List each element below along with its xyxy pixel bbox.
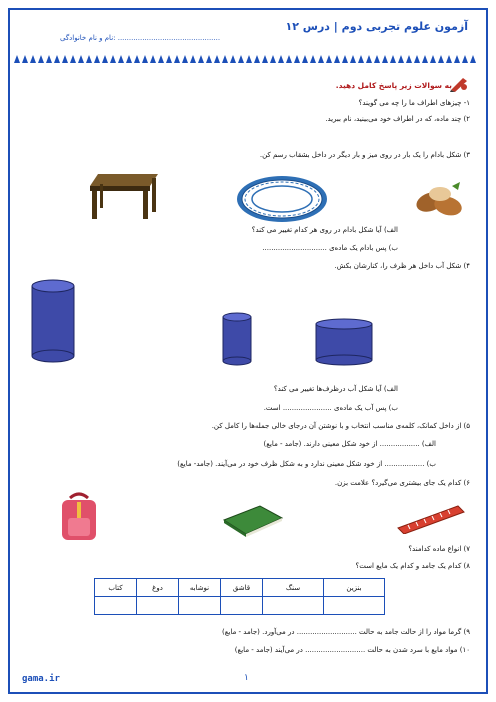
triangle-mark <box>318 55 324 63</box>
triangle-mark <box>366 55 372 63</box>
triangle-mark <box>462 55 468 63</box>
table-row <box>95 579 385 597</box>
triangle-mark <box>134 55 140 63</box>
solid-liquid-table <box>94 578 385 615</box>
table-cell: سنگ <box>263 579 324 597</box>
triangle-border-row <box>14 55 482 63</box>
triangle-mark <box>126 55 132 63</box>
triangle-mark <box>166 55 172 63</box>
page-title: آزمون علوم تجربی دوم | درس ۱۲ <box>285 20 468 33</box>
question-8: ۸) کدام یک جامد و کدام یک مایع است؟ <box>355 562 470 570</box>
triangle-mark <box>94 55 100 63</box>
triangle-mark <box>334 55 340 63</box>
triangle-mark <box>446 55 452 63</box>
instruction-text: به سوالات زیر پاسخ کامل دهید. <box>335 81 452 90</box>
small-container-picture <box>222 312 252 366</box>
triangle-mark <box>86 55 92 63</box>
triangle-mark <box>182 55 188 63</box>
ruler-picture <box>396 504 466 534</box>
question-1: ۱- چیزهای اطراف ما را چه می گویند؟ <box>358 99 470 107</box>
question-9: ۹) گرما مواد را از حالت جامد به حالت ........................... در می‌آورد. (جامد - مایع) <box>222 628 470 636</box>
site-footer[interactable]: gama.ir <box>22 674 60 684</box>
triangle-mark <box>22 55 28 63</box>
backpack-picture <box>56 492 102 542</box>
question-7: ۷) انواع ماده کدامند؟ <box>408 545 470 553</box>
question-3b: ب) پس بادام یک ماده‌ی ............................. <box>262 244 398 252</box>
triangle-mark <box>198 55 204 63</box>
triangle-mark <box>374 55 380 63</box>
triangle-mark <box>382 55 388 63</box>
triangle-mark <box>430 55 436 63</box>
triangle-mark <box>38 55 44 63</box>
triangle-mark <box>398 55 404 63</box>
book-picture <box>222 502 284 538</box>
triangle-mark <box>326 55 332 63</box>
triangle-mark <box>310 55 316 63</box>
triangle-mark <box>62 55 68 63</box>
triangle-mark <box>454 55 460 63</box>
triangle-mark <box>214 55 220 63</box>
table-cell: دوغ <box>137 579 179 597</box>
table-picture <box>86 172 160 220</box>
triangle-mark <box>470 55 476 63</box>
triangle-mark <box>54 55 60 63</box>
triangle-mark <box>358 55 364 63</box>
triangle-mark <box>118 55 124 63</box>
question-3a: الف) آیا شکل بادام در روی هر کدام تغییر می کند؟ <box>251 226 398 234</box>
triangle-mark <box>206 55 212 63</box>
answer-cell[interactable] <box>263 597 324 615</box>
question-5a: الف) .................. از خود شکل معینی دارند. (جامد - مایع) <box>263 440 436 448</box>
triangle-mark <box>278 55 284 63</box>
answer-cell[interactable] <box>221 597 263 615</box>
triangle-mark <box>158 55 164 63</box>
triangle-mark <box>110 55 116 63</box>
triangle-mark <box>174 55 180 63</box>
triangle-mark <box>438 55 444 63</box>
instruction-heading <box>336 81 452 90</box>
name-field[interactable]: نام و نام خانوادگی: .............................................. <box>60 34 221 42</box>
triangle-mark <box>142 55 148 63</box>
pencil-icon <box>449 76 469 92</box>
answer-cell[interactable] <box>324 597 385 615</box>
triangle-mark <box>294 55 300 63</box>
triangle-mark <box>422 55 428 63</box>
table-cell: قاشق <box>221 579 263 597</box>
triangle-mark <box>302 55 308 63</box>
wide-container-picture <box>314 318 374 366</box>
triangle-mark <box>350 55 356 63</box>
tall-container-picture <box>30 278 76 364</box>
answer-cell[interactable] <box>137 597 179 615</box>
triangle-mark <box>222 55 228 63</box>
question-10: ۱۰) مواد مایع با سرد شدن به حالت ........................... در می‌آیند (جامد - مایع) <box>234 646 470 654</box>
question-6: ۶) کدام یک جای بیشتری می‌گیرد؟ علامت بزن. <box>334 479 470 487</box>
triangle-mark <box>46 55 52 63</box>
table-cell: نوشابه <box>179 579 221 597</box>
triangle-mark <box>254 55 260 63</box>
triangle-mark <box>70 55 76 63</box>
triangle-mark <box>238 55 244 63</box>
triangle-mark <box>190 55 196 63</box>
question-4a: الف) آیا شکل آب درظرف‌ها تغییر می کند؟ <box>273 385 398 393</box>
question-4: ۴) شکل آب داخل هر ظرف را، کنارشان بکش. <box>334 262 470 270</box>
triangle-mark <box>246 55 252 63</box>
triangle-mark <box>262 55 268 63</box>
table-row <box>95 597 385 615</box>
question-5b: ب) .................. از خود شکل معینی ندارد و به شکل ظرف خود در می‌آیند. (جامد- مایع) <box>177 460 436 468</box>
answer-cell[interactable] <box>179 597 221 615</box>
triangle-mark <box>406 55 412 63</box>
triangle-mark <box>30 55 36 63</box>
question-2: ۲) چند ماده، که در اطراف خود می‌بینید، نام ببرید. <box>325 115 470 123</box>
triangle-mark <box>150 55 156 63</box>
question-4b: ب) پس آب یک ماده‌ی ...................... است. <box>263 404 398 412</box>
triangle-mark <box>102 55 108 63</box>
answer-cell[interactable] <box>95 597 137 615</box>
question-3: ۳) شکل بادام را یک بار در روی میز و بار دیگر در داخل بشقاب رسم کن. <box>259 151 470 159</box>
almonds-picture <box>414 180 466 220</box>
triangle-mark <box>78 55 84 63</box>
triangle-mark <box>270 55 276 63</box>
page-number: ۱ <box>244 673 249 683</box>
table-cell: بنزین <box>324 579 385 597</box>
table-cell: کتاب <box>95 579 137 597</box>
question-5: ۵) از داخل کمانک، کلمه‌ی مناسب انتخاب و با نوشتن آن درجای خالی جمله‌ها را کامل کن. <box>211 422 470 430</box>
triangle-mark <box>230 55 236 63</box>
triangle-mark <box>14 55 20 63</box>
plate-picture <box>235 174 329 224</box>
triangle-mark <box>390 55 396 63</box>
triangle-mark <box>414 55 420 63</box>
triangle-mark <box>286 55 292 63</box>
triangle-mark <box>342 55 348 63</box>
